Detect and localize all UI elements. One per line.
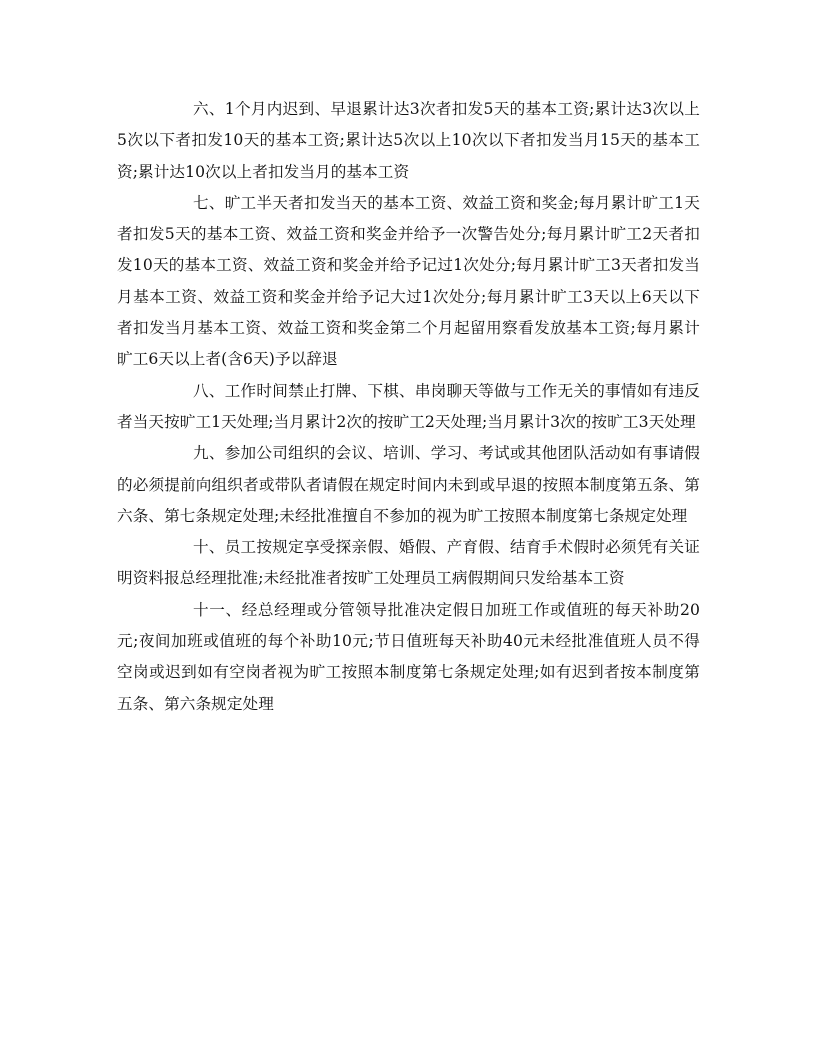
paragraph-article-7: 七、旷工半天者扣发当天的基本工资、效益工资和奖金;每月累计旷工1天者扣发5天的基本工资、效益工资和奖金并给予一次警告处分;每月累计旷工2天者扣发10天的基本工资、效益工资和奖金并给予记过1次处分;每月累计旷工3天者扣发当月基本工资、效益工资和奖金并给予记大过1次处分;每月累计旷工3天以上6天以下者扣发当月基本工资、效益工资和奖金第二个月起留用察看发放基本工资;每月累计旷工6天以上者(含6天)予以辞退 — [117, 193, 700, 369]
paragraph-article-11: 十一、经总经理或分管领导批准决定假日加班工作或值班的每天补助20元;夜间加班或值班的每个补助10元;节日值班每天补助40元未经批准值班人员不得空岗或迟到如有空岗者视为旷工按照本制度第七条规定处理;如有迟到者按本制度第五条、第六条规定处理 — [117, 600, 700, 713]
paragraph-article-9: 九、参加公司组织的会议、培训、学习、考试或其他团队活动如有事请假的必须提前向组织者或带队者请假在规定时间内未到或早退的按照本制度第五条、第六条、第七条规定处理;未经批准擅自不参加的视为旷工按照本制度第七条规定处理 — [117, 444, 700, 525]
paragraph-article-6: 六、1个月内迟到、早退累计达3次者扣发5天的基本工资;累计达3次以上5次以下者扣发10天的基本工资;累计达5次以上10次以下者扣发当月15天的基本工资;累计达10次以上者扣发当月的基本工资 — [117, 100, 700, 181]
paragraph-article-10: 十、员工按规定享受探亲假、婚假、产育假、结育手术假时必须凭有关证明资料报总经理批准;未经批准者按旷工处理员工病假期间只发给基本工资 — [117, 538, 700, 588]
document-body — [117, 94, 700, 720]
paragraph-article-8: 八、工作时间禁止打牌、下棋、串岗聊天等做与工作无关的事情如有违反者当天按旷工1天处理;当月累计2次的按旷工2天处理;当月累计3次的按旷工3天处理 — [117, 381, 700, 431]
